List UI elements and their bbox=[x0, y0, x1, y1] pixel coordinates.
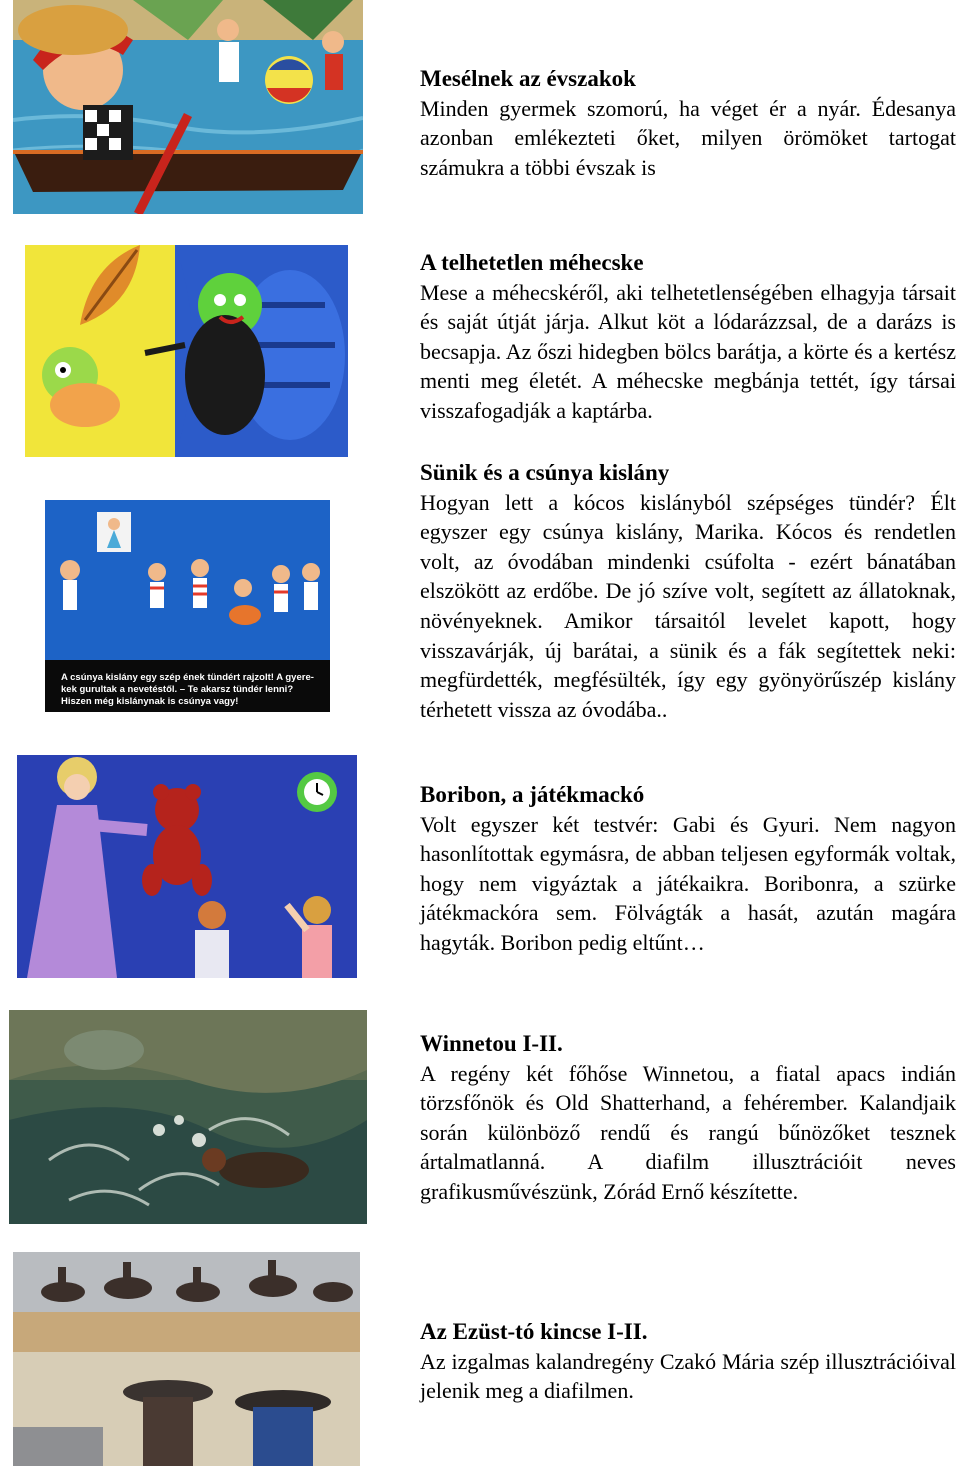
illustration-mehecske bbox=[25, 245, 348, 457]
entry-ezust-to bbox=[420, 1317, 956, 1406]
entry-boribon bbox=[420, 780, 956, 958]
illustration-winnetou bbox=[9, 1010, 367, 1224]
sunik-caption-line: A csúnya kislány egy szép ének tündért rajzolt! A gyere- bbox=[61, 672, 314, 683]
illustration-evszakok bbox=[13, 0, 363, 214]
illustration-ezust-to bbox=[13, 1252, 360, 1466]
entry-text: Az izgalmas kalandregény Czakó Mária szép illusztrációival jelenik meg a diafilmen. bbox=[420, 1348, 956, 1404]
entry-title: Boribon, a játékmackó bbox=[420, 782, 645, 807]
entry-title: A telhetetlen méhecske bbox=[420, 250, 644, 275]
entry-text: Hogyan lett a kócos kislányból szépséges tündér? Élt egyszer egy csúnya kislány, Marika. Kócos és rendetlen volt, az óvodában mindenki csúfolta - ezért bánatában elszökött az erdőbe. De jó szíve volt, segített az állatoknak, növényeknek. Amikor társaitól levelet kapott, hogy visszavárják, új barátai, a sünik és a fák segítettek neki: megfürdették, megfésülték, így egy gyönyörűszép kislány térhetett vissza az óvodába.. bbox=[420, 489, 956, 722]
entry-mehecske bbox=[420, 248, 956, 426]
entry-title: Az Ezüst-tó kincse I-II. bbox=[420, 1319, 648, 1344]
entry-title: Mesélnek az évszakok bbox=[420, 66, 636, 91]
entry-text: Volt egyszer két testvér: Gabi és Gyuri. Nem nagyon hasonlítottak egymásra, de abban teljesen egyformák voltak, hogy nem vigyáztak a játékaikra. Boribonra, a szürke játékmackóra sem. Fölvágták a hasát, azután magára hagyták. Boribon pedig eltűnt… bbox=[420, 811, 956, 955]
illustration-sunik bbox=[45, 500, 330, 712]
entry-title: Winnetou I-II. bbox=[420, 1031, 563, 1056]
entry-sunik bbox=[420, 458, 956, 724]
entry-evszakok bbox=[420, 64, 956, 182]
illustration-boribon bbox=[17, 755, 357, 978]
sunik-caption-line: Hiszen még kislánynak is csúnya vagy! bbox=[61, 696, 239, 707]
sunik-caption-line: kek gurultak a nevetéstől. – Te akarsz tündér lenni? bbox=[61, 684, 294, 695]
entry-title: Sünik és a csúnya kislány bbox=[420, 460, 670, 485]
entry-winnetou bbox=[420, 1029, 956, 1207]
entry-text: Minden gyermek szomorú, ha véget ér a nyár. Édesanya azonban emlékezteti őket, milyen örömöket tartogat számukra a többi évszak is bbox=[420, 95, 956, 180]
entry-text: A regény két főhőse Winnetou, a fiatal apacs indián törzsfőnök és Old Shatterhand, a fehérember. Kalandjaik során különböző rendű és rangú bűnözőket tesznek ártalmatlanná. A diafilm illusztrációit neves grafikusművészünk, Zórád Ernő készítette. bbox=[420, 1060, 956, 1204]
entry-text: Mese a méhecskéről, aki telhetetlenségében elhagyja társait és saját útját járja. Alkut köt a lódarázzsal, de a darázs is becsapja. Az őszi hidegben bölcs barátja, a körte és a kertész menti meg életét. A méhecske megbánja tettét, így társai visszafogadják a kaptárba. bbox=[420, 279, 956, 423]
